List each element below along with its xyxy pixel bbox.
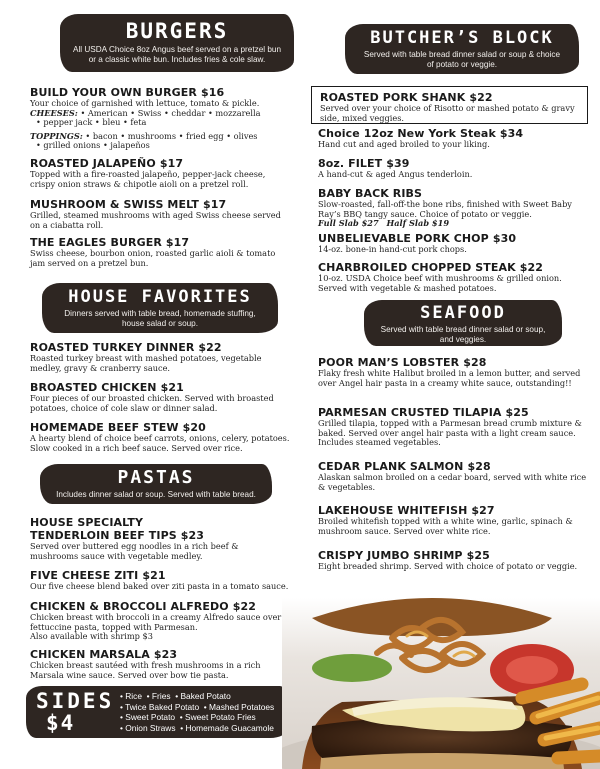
item-price: $21 [160, 381, 184, 394]
item-price: $22 [232, 600, 256, 613]
cheeses-label: CHEESES: [30, 107, 78, 118]
menu-item-filet [318, 157, 588, 180]
item-name: PARMESAN CRUSTED TILAPIA [318, 406, 502, 419]
item-price: $25 [466, 549, 490, 562]
item-name: TENDERLOIN BEEF TIPS [30, 529, 177, 542]
side-item: • Onion Straws [120, 722, 176, 733]
menu-item-roasted-pork-shank [311, 86, 588, 124]
pastas-subtitle: Includes dinner salad or soup. Served with table bread. [56, 490, 256, 499]
side-item: • Twice Baked Potato [120, 701, 200, 712]
menu-item-lakehouse-whitefish [318, 504, 588, 536]
item-description: Served over your choice of Risotto or mashed potato & gravy side, mixed veggies. [320, 103, 575, 123]
item-name-line-1: HOUSE SPECIALTY [30, 516, 144, 529]
item-name: CEDAR PLANK SALMON [318, 460, 464, 473]
item-name: CRISPY JUMBO SHRIMP [318, 549, 463, 562]
item-description: 10-oz. USDA Choice beef with mushrooms & grilled onion. Served with vegetable & mashed potatoes. [318, 273, 562, 293]
butchers-block-title: BUTCHER’S BLOCK [370, 28, 554, 48]
item-name: CHICKEN & BROCCOLI ALFREDO [30, 600, 229, 613]
menu-item-roasted-jalapeno [30, 157, 288, 189]
full-slab-price: Full Slab $27 [318, 218, 379, 229]
sides-title: SIDES [36, 689, 115, 713]
item-price: $30 [492, 232, 517, 245]
item-price: $22 [198, 341, 222, 354]
item-price: $20 [182, 421, 206, 434]
item-name: Choice 12oz New York Steak [318, 127, 496, 140]
item-price: $22 [469, 91, 493, 104]
item-description: Served over buttered egg noodles in a rich beef & mushrooms sauce with vegetable medley. [30, 541, 239, 561]
item-price: $17 [202, 198, 227, 211]
menu-item-pork-chop [318, 232, 588, 255]
sides-list [120, 691, 286, 733]
burgers-title: BURGERS [125, 19, 229, 43]
half-slab-price: Half Slab $19 [386, 218, 450, 229]
item-description: Our five cheese blend baked over ziti pasta in a tomato sauce. [30, 581, 289, 591]
menu-item-cedar-plank-salmon [318, 460, 588, 492]
burger-illustration [282, 598, 600, 769]
item-description: Broiled whitefish topped with a white wine, garlic, spinach & mushroom sauce. Served over white rice. [318, 516, 573, 536]
menu-item-homemade-beef-stew [30, 421, 294, 453]
item-description: Topped with a fire-roasted jalapeño, pepper-jack cheese, crispy onion straws & chipotle aioli on a pretzel roll. [30, 169, 266, 189]
seafood-title: SEAFOOD [420, 303, 506, 323]
item-name: THE EAGLES BURGER [30, 236, 162, 249]
item-note: Also available with shrimp $3 [30, 631, 153, 642]
cheeses-line-1: • American • Swiss • cheddar • mozzarella [80, 107, 261, 118]
toppings-label: TOPPINGS: [30, 130, 83, 141]
menu-item-parmesan-tilapia [318, 406, 590, 448]
house-favorites-banner [42, 283, 278, 333]
butchers-block-subtitle: Served with table bread dinner salad or soup & choice of potato or veggie. [363, 50, 561, 69]
seafood-subtitle: Served with table bread dinner salad or soup, and veggies. [380, 325, 546, 344]
menu-item-build-your-own-burger [30, 86, 288, 151]
item-name: ROASTED TURKEY DINNER [30, 341, 195, 354]
cheeses-line-2: • pepper jack • bleu • feta [36, 117, 147, 128]
menu-item-tenderloin-beef-tips [30, 516, 288, 561]
item-price: $17 [165, 236, 190, 249]
item-description: Roasted turkey breast with mashed potatoes, vegetable medley, gravy & cranberry sauce. [30, 353, 262, 373]
item-name: UNBELIEVABLE PORK CHOP [318, 232, 489, 245]
burger-photo [282, 598, 600, 769]
item-description: A hand-cut & aged Angus tenderloin. [318, 169, 473, 179]
burgers-subtitle: All USDA Choice 8oz Angus beef served on a pretzel bun or a classic white bun. Includes fries & cole slaw. [73, 45, 281, 64]
item-name: BUILD YOUR OWN BURGER [30, 86, 197, 99]
item-price: $28 [463, 356, 487, 369]
menu-item-poor-mans-lobster [318, 356, 588, 388]
item-name: ROASTED PORK SHANK [320, 91, 466, 104]
item-name: CHARBROILED CHOPPED STEAK [318, 261, 516, 274]
seafood-banner [364, 300, 562, 346]
item-price: $16 [200, 86, 225, 99]
side-item: • Rice [120, 691, 143, 701]
item-description: Chicken breast with broccoli in a creamy Alfredo sauce over fettuccine pasta, topped with Parmesan. [30, 612, 282, 632]
menu-item-chicken-marsala [30, 648, 286, 680]
item-description: Your choice of garnished with lettuce, tomato & pickle. [30, 98, 260, 108]
toppings-line-2: • grilled onions • jalapeños [36, 140, 150, 151]
pastas-banner [40, 464, 272, 504]
item-description: Alaskan salmon broiled on a cedar board, served with white rice & vegetables. [318, 472, 587, 492]
item-price: $23 [153, 648, 178, 661]
menu-item-five-cheese-ziti [30, 569, 300, 592]
item-name: 8oz. FILET [318, 157, 383, 170]
item-price: $17 [159, 157, 184, 170]
menu-item-chopped-steak [318, 261, 588, 293]
house-favorites-subtitle: Dinners served with table bread, homemade stuffing, house salad or soup. [64, 309, 256, 328]
item-description: Eight breaded shrimp. Served with choice of potato or veggie. [318, 561, 578, 571]
side-item: • Sweet Potato Fries [179, 712, 256, 723]
house-favorites-title: HOUSE FAVORITES [68, 287, 252, 307]
item-name: LAKEHOUSE WHITEFISH [318, 504, 468, 517]
item-description: Grilled, steamed mushrooms with aged Swiss cheese served on a ciabatta roll. [30, 210, 281, 230]
item-price: $27 [471, 504, 495, 517]
menu-item-eagles-burger [30, 236, 288, 268]
menu-item-mushroom-swiss-melt [30, 198, 288, 230]
item-name: POOR MAN’S LOBSTER [318, 356, 460, 369]
item-description: 14-oz. bone-in hand-cut pork chops. [318, 244, 467, 254]
item-price: $23 [180, 529, 205, 542]
item-price: $39 [386, 157, 410, 170]
item-name: ROASTED JALAPEÑO [30, 157, 156, 170]
side-item: • Sweet Potato [120, 712, 176, 723]
item-price: $25 [505, 406, 529, 419]
item-name: MUSHROOM & SWISS MELT [30, 198, 199, 211]
item-name: HOMEMADE BEEF STEW [30, 421, 179, 434]
sides-banner [26, 686, 288, 738]
menu-item-crispy-jumbo-shrimp [318, 549, 590, 572]
butchers-block-banner [345, 24, 579, 74]
item-price: $34 [499, 127, 524, 140]
item-price: $22 [519, 261, 544, 274]
item-description: Swiss cheese, bourbon onion, roasted garlic aioli & tomato jam served on a pretzel bun. [30, 248, 276, 268]
toppings-line-1: • bacon • mushrooms • fried egg • olives [85, 130, 258, 141]
side-item: • Homemade Guacamole [180, 722, 274, 733]
item-description: Slow-roasted, fall-off-the bone ribs, finished with Sweet Baby Ray’s BBQ tangy sauce. Choice of potato or veggie. [318, 199, 572, 219]
item-description: Flaky fresh white Halibut broiled in a lemon butter, and served over Angel hair pasta in a creamy white sauce, outstanding!! [318, 368, 581, 388]
sides-price: $4 [46, 711, 76, 735]
item-name: BABY BACK RIBS [318, 187, 423, 200]
menu-item-ny-steak [318, 127, 588, 150]
side-item: • Fries [146, 691, 171, 701]
menu-item-chicken-broccoli-alfredo [30, 600, 290, 642]
item-description: Hand cut and aged broiled to your liking. [318, 139, 490, 149]
menu-item-roasted-turkey-dinner [30, 341, 288, 373]
item-description: A hearty blend of choice beef carrots, onions, celery, potatoes. Slow cooked in a rich beef sauce. Served over rice. [30, 433, 290, 453]
side-item: • Baked Potato [175, 691, 231, 701]
item-price: $21 [142, 569, 166, 582]
item-price: $28 [467, 460, 491, 473]
pastas-title: PASTAS [117, 467, 195, 488]
burgers-banner [60, 14, 294, 72]
menu-item-baby-back-ribs [318, 187, 588, 229]
item-description: Chicken breast sautéed with fresh mushrooms in a rich Marsala wine sauce. Served over bow tie pasta. [30, 660, 261, 680]
item-description: Four pieces of our broasted chicken. Served with broasted potatoes, choice of cole slaw or dinner salad. [30, 393, 274, 413]
item-name: BROASTED CHICKEN [30, 381, 157, 394]
item-name: CHICKEN MARSALA [30, 648, 150, 661]
item-name: FIVE CHEESE ZITI [30, 569, 139, 582]
side-item: • Mashed Potatoes [203, 701, 275, 712]
menu-item-broasted-chicken [30, 381, 288, 413]
item-description: Grilled tilapia, topped with a Parmesan bread crumb mixture & baked. Served over angel hair pasta with a light cream sauce. Includes steamed vegetables. [318, 418, 582, 448]
